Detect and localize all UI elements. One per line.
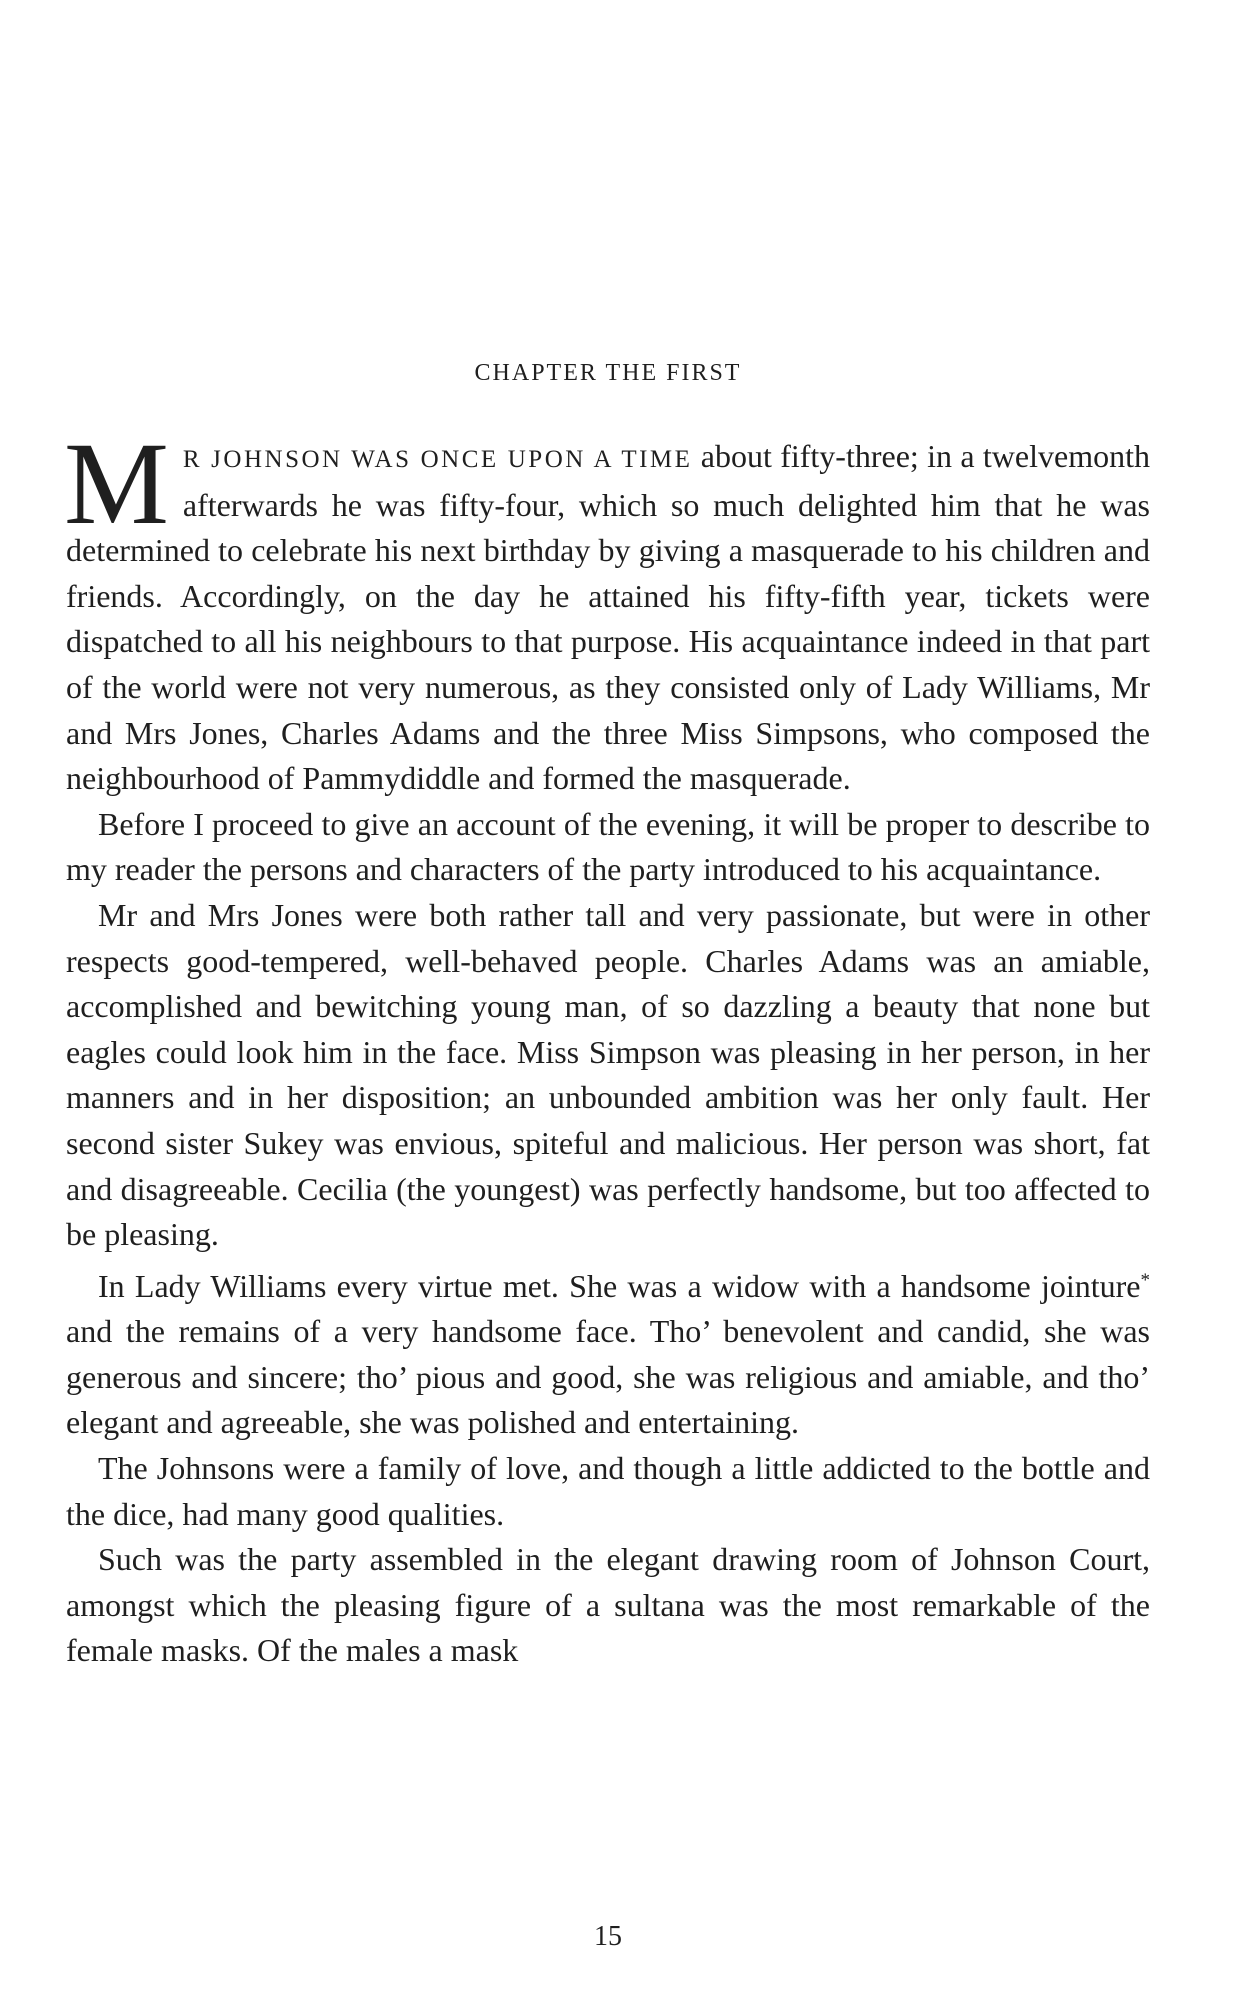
body-text xyxy=(64,418,1150,1674)
paragraph-4-text-b: and the remains of a very handsome face. Tho’ benevolent and candid, she was generous and sincere; tho’ pious and good, she was religious and amiable, and tho’ elegant and agreeable, she was polished and entertaining. xyxy=(66,1313,1150,1441)
paragraph-3: Mr and Mrs Jones were both rather tall and very passionate, but were in other respects good-tempered, well-behaved people. Charles Adams was an amiable, accomplished and bewitching young man, of so dazzling a beauty that none but eagles could look him in the face. Miss Simpson was pleasing in her person, in her manners and in her disposition; an unbounded ambition was her only fault. Her second sister Sukey was envious, spiteful and malicious. Her person was short, fat and disagreeable. Cecilia (the youngest) was perfectly handsome, but too affected to be pleasing. xyxy=(66,896,1150,1253)
paragraph-4 xyxy=(66,1258,1150,1446)
paragraph-1-text: about fifty-three; in a twelvemonth afterwards he was fifty-four, which so much delighted him that he was determined to celebrate his next birthday by giving a masquerade to his children and friends. Accordingly, on the day he attained his fifty-fifth year, tickets were dispatched to all his neighbours to that purpose. His acquaintance indeed in that part of the world were not very numerous, as they consisted only of Lady Williams, Mr and Mrs Jones, Charles Adams and the three Miss Simpsons, who composed the neighbourhood of Pammydiddle and formed the masquerade. xyxy=(66,438,1150,797)
opening-smallcaps: R JOHNSON WAS ONCE UPON A TIME xyxy=(182,446,693,473)
chapter-heading: CHAPTER THE FIRST xyxy=(474,360,742,386)
paragraph-1 xyxy=(64,418,1150,802)
paragraph-4-text-a: In Lady Williams every virtue met. She was a widow with a handsome jointure xyxy=(98,1267,1141,1304)
footnote-marker: * xyxy=(1140,1269,1150,1291)
paragraph-6: Such was the party assembled in the elegant drawing room of Johnson Court, amongst which the pleasing figure of a sultana was the most remarkable of the female masks. Of the males a mask xyxy=(66,1541,1150,1669)
drop-cap: M xyxy=(64,418,169,549)
paragraph-5: The Johnsons were a family of love, and though a little addicted to the bottle and the dice, had many good qualities. xyxy=(66,1450,1150,1532)
page-number: 15 xyxy=(594,1921,622,1952)
paragraph-2: Before I proceed to give an account of the evening, it will be proper to describe to my reader the persons and characters of the party introduced to his acquaintance. xyxy=(66,805,1150,888)
